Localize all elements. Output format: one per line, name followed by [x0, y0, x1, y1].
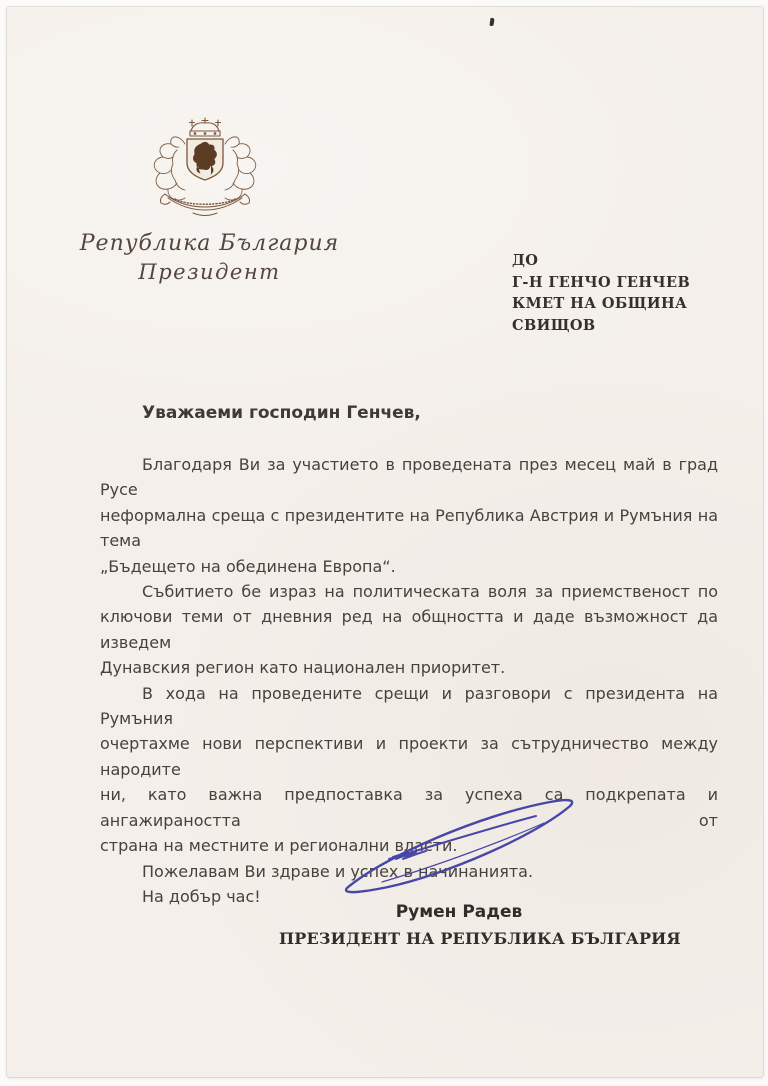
letterhead-country: Република България	[79, 231, 340, 256]
body-line: На добър час!	[142, 886, 261, 906]
body-line: Дунавския регион като национален приоритет.	[100, 658, 506, 678]
signer-name: Румен Радев	[395, 902, 523, 922]
body-line: Събитието бе израз на политическата воля за приемственост по	[142, 582, 718, 602]
salutation: Уважаеми господин Генчев,	[142, 403, 421, 423]
ink-speck	[489, 18, 494, 26]
body-line: ни, като важна предпоставка за успеха са подкрепата и ангажираността от	[100, 785, 718, 830]
body-line: „Бъдещето на обединена Европа“.	[100, 556, 396, 576]
body-line: В хода на проведените срещи и разговори с президента на Румъния	[100, 683, 718, 729]
recipient-line: КМЕТ НА ОБЩИНА	[512, 295, 688, 312]
signature-ink	[340, 793, 580, 897]
recipient-line: ДО	[512, 252, 539, 269]
bulgarian-coat-of-arms-icon	[141, 114, 269, 220]
body-line: неформална среща с президентите на Република Австрия и Румъния на тема	[100, 505, 718, 551]
body-line: очертахме нови перспективи и проекти за сътрудничество между народите	[100, 734, 718, 779]
body-line: Пожелавам Ви здраве и успех в начинанията.	[142, 861, 534, 881]
signer-title: ПРЕЗИДЕНТ НА РЕПУБЛИКА БЪЛГАРИЯ	[279, 929, 681, 948]
recipient-line: СВИЩОВ	[512, 316, 596, 334]
recipient-line: Г-Н ГЕНЧО ГЕНЧЕВ	[512, 273, 691, 291]
recipient-block	[512, 250, 690, 336]
letterhead	[67, 231, 352, 284]
body-paragraph	[100, 579, 718, 681]
body-paragraph	[100, 452, 718, 579]
body-line: страна на местните и регионални власти.	[100, 836, 458, 856]
letterhead-office: Президент	[138, 260, 281, 284]
letter-page	[7, 7, 763, 1077]
body-line: ключови теми от дневния ред на общността и даде възможност да изведем	[100, 607, 718, 652]
signature-block	[279, 902, 681, 948]
body-line: Благодаря Ви за участието в проведената през месец май в град Русе	[100, 455, 718, 500]
